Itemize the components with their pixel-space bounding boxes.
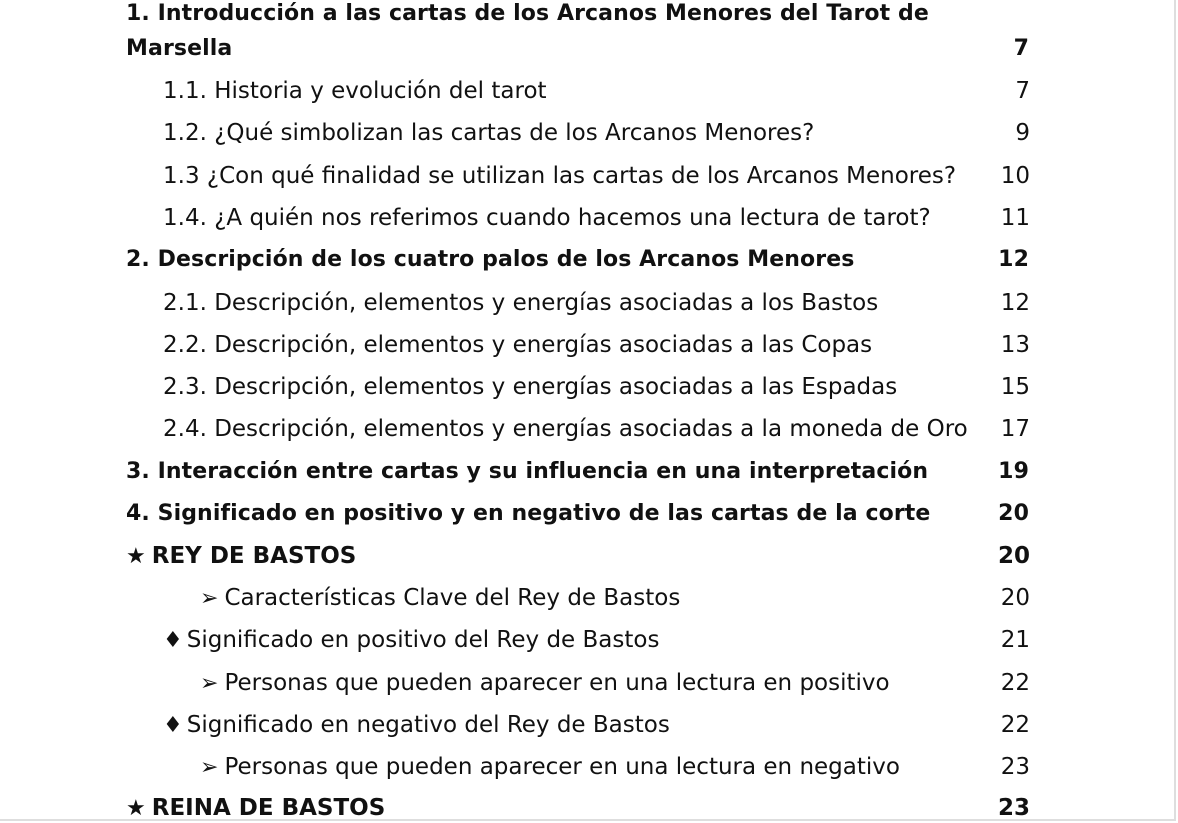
toc-entry-page: 23: [997, 795, 1030, 821]
toc-entry-page: 12: [1000, 290, 1030, 316]
toc-entry-page: 7: [1015, 78, 1030, 104]
arrow-bullet-icon: ➢: [200, 586, 219, 611]
toc-entry-title: [200, 662, 890, 705]
toc-entry-title-text: REY DE BASTOS: [151, 543, 357, 569]
toc-entry-title: 1. Introducción a las cartas de los Arcanos Menores del Tarot de Marsella: [126, 1, 929, 61]
toc-entry-title-text: REINA DE BASTOS: [151, 795, 386, 821]
toc-entry-reina-de-bastos[interactable]: [0, 787, 1040, 823]
toc-entry-page: 7: [1013, 36, 1029, 61]
toc-entry-page: 15: [1000, 374, 1030, 400]
toc-entry-1[interactable]: [0, 0, 1040, 66]
toc-entry-page: 20: [998, 501, 1029, 526]
toc-entry-significado-negativo[interactable]: [0, 704, 1040, 746]
toc-entry-significado-positivo[interactable]: [0, 619, 1040, 661]
toc-entry-title: [200, 577, 680, 620]
toc-entry-personas-positivo[interactable]: [0, 662, 1040, 704]
toc-entry-1-4[interactable]: [0, 197, 1040, 239]
arrow-bullet-icon: ➢: [200, 755, 219, 780]
toc-entry-title: [163, 619, 659, 662]
toc-entry-page: 13: [1000, 332, 1030, 358]
toc-entry-caracteristicas-clave[interactable]: [0, 577, 1040, 619]
toc-entry-title: 3. Interacción entre cartas y su influencia en una interpretación: [126, 459, 929, 484]
toc-entry-2-4[interactable]: [0, 408, 1040, 450]
toc-entry-title: 1.2. ¿Qué simbolizan las cartas de los Arcanos Menores?: [163, 120, 815, 146]
toc-entry-title-text: Significado en negativo del Rey de Bastos: [186, 712, 670, 738]
toc-entry-2-3[interactable]: [0, 366, 1040, 408]
toc-entry-page: 23: [1000, 754, 1030, 780]
toc-entry-page: 17: [1000, 416, 1030, 442]
toc-entry-title: 1.4. ¿A quién nos referimos cuando hacemos una lectura de tarot?: [163, 205, 931, 231]
toc-entry-title: 2. Descripción de los cuatro palos de los Arcanos Menores: [126, 247, 855, 272]
toc-entry-4[interactable]: [0, 493, 1040, 535]
toc-entry-title: 2.1. Descripción, elementos y energías asociadas a los Bastos: [163, 290, 879, 316]
toc-entry-3[interactable]: [0, 451, 1040, 493]
toc-entry-page: 19: [998, 459, 1029, 484]
toc-entry-title-text: Personas que pueden aparecer en una lectura en positivo: [224, 670, 890, 696]
toc-entry-page: 22: [1000, 712, 1030, 738]
toc-entry-1-2[interactable]: [0, 112, 1040, 154]
toc-entry-page: 21: [1000, 627, 1030, 653]
toc-entry-title: [200, 746, 900, 789]
toc-entry-title-text: Significado en positivo del Rey de Bastos: [186, 627, 660, 653]
toc-entry-page: 22: [1000, 670, 1030, 696]
toc-entry-title: 2.3. Descripción, elementos y energías asociadas a las Espadas: [163, 374, 898, 400]
toc-entry-title: [163, 704, 670, 747]
toc-entry-1-1[interactable]: [0, 70, 1040, 112]
toc-entry-rey-de-bastos[interactable]: [0, 535, 1040, 577]
toc-entry-title: 2.4. Descripción, elementos y energías asociadas a la moneda de Oro: [163, 416, 968, 442]
toc-entry-title: [126, 535, 356, 578]
diamond-bullet-icon: ♦: [163, 628, 183, 653]
toc-entry-title: 1.3 ¿Con qué finalidad se utilizan las cartas de los Arcanos Menores?: [163, 163, 957, 189]
toc-entry-title: 1.1. Historia y evolución del tarot: [163, 78, 547, 104]
toc-entry-page: 10: [1000, 163, 1030, 189]
toc-entry-page: 20: [997, 543, 1030, 569]
toc-entry-page: 12: [998, 247, 1029, 272]
star-icon: ★: [126, 544, 146, 569]
toc-entry-2-1[interactable]: [0, 282, 1040, 324]
toc-entry-1-3[interactable]: [0, 155, 1040, 197]
toc-entry-2[interactable]: [0, 239, 1040, 281]
toc-entry-page: 9: [1015, 120, 1030, 146]
toc-entry-title: 2.2. Descripción, elementos y energías asociadas a las Copas: [163, 332, 873, 358]
toc-entry-title-text: Características Clave del Rey de Bastos: [224, 585, 681, 611]
toc-entry-title-text: Personas que pueden aparecer en una lectura en negativo: [224, 754, 900, 780]
toc-entry-title: 4. Significado en positivo y en negativo de las cartas de la corte: [126, 501, 931, 526]
star-icon: ★: [126, 796, 146, 821]
arrow-bullet-icon: ➢: [200, 671, 219, 696]
toc-entry-page: 20: [1000, 585, 1030, 611]
toc-entry-personas-negativo[interactable]: [0, 746, 1040, 788]
diamond-bullet-icon: ♦: [163, 713, 183, 738]
toc-entry-2-2[interactable]: [0, 324, 1040, 366]
toc-entry-title: [126, 787, 385, 823]
toc-entry-page: 11: [1000, 205, 1030, 231]
